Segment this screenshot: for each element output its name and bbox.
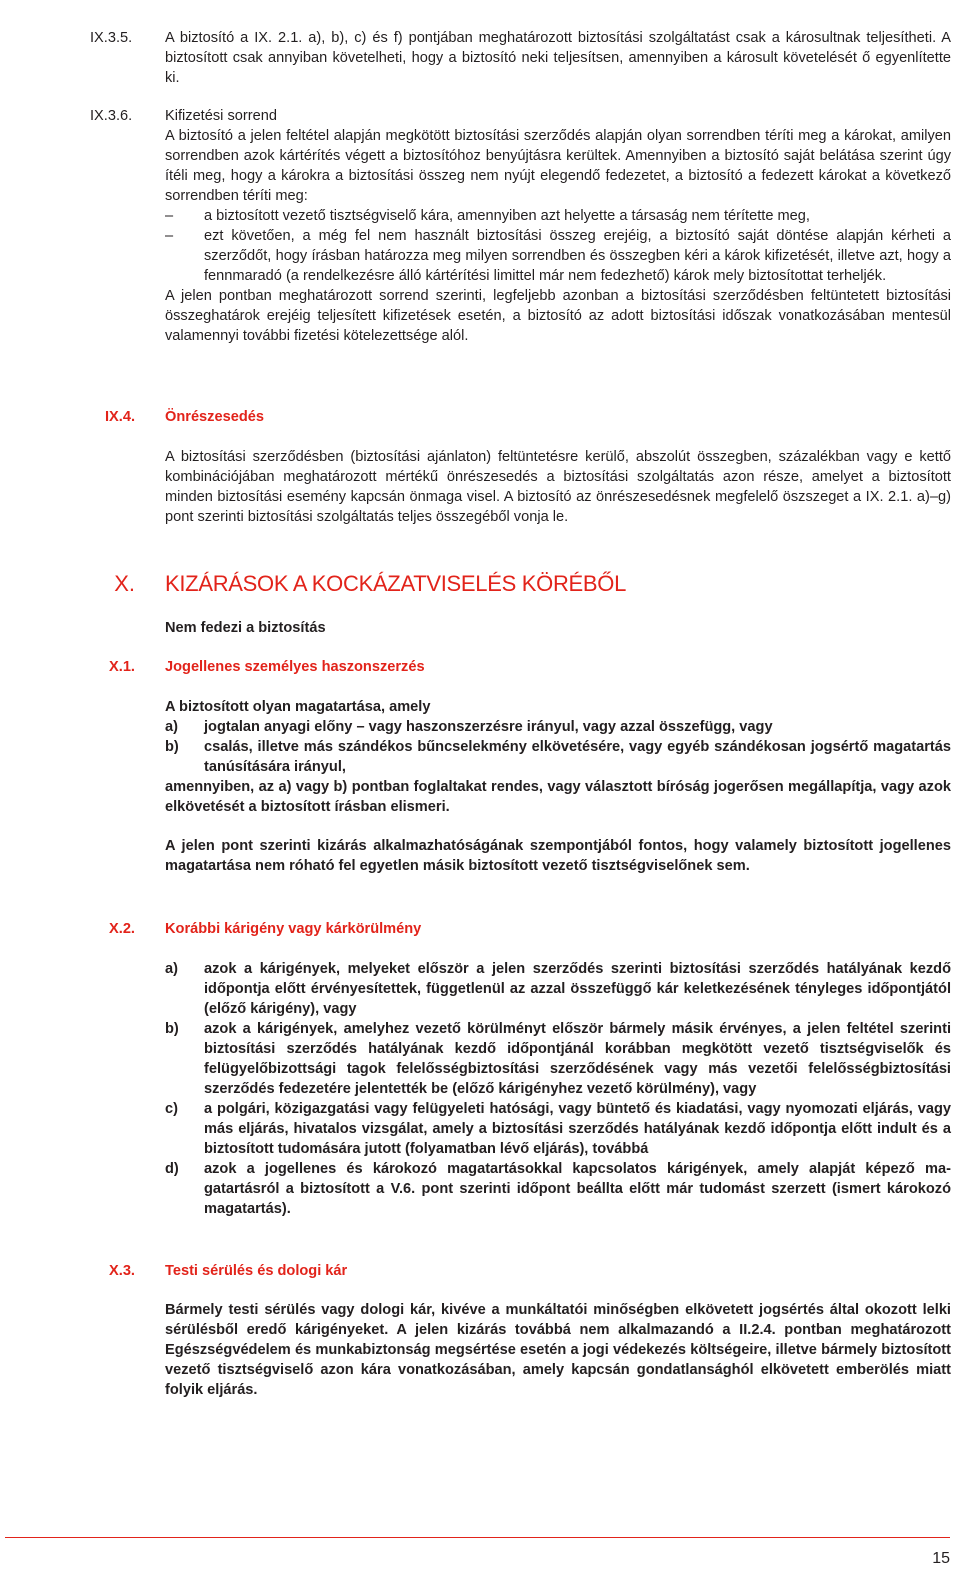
paragraph: A jelen pont szerinti kizárás alkalmazhatóságának szempontjából fontos, hogy valamely biztosított jogellenes magatartása nem róható fel egyetlen másik biztosított vezető tisztségviselőnek sem.: [165, 838, 951, 874]
paragraph: A biztosító a IX. 2.1. a), b), c) és f) pontjában meghatározott biztosítási szolgáltatást csak a károsultnak teljesítheti. A biztosított csak annyiban követelheti, hogy a biztosító neki teljesítsen, amennyiben a károsult követelését ő egyenlítette ki.: [165, 30, 951, 86]
section-title: Testi sérülés és dologi kár: [165, 1263, 348, 1279]
dash-marker: –: [165, 208, 174, 224]
chapter-subtitle: Nem fedezi a biztosítás: [165, 620, 326, 636]
list-item: [165, 1019, 951, 1099]
section-number: IX.3.6.: [90, 108, 133, 124]
paragraph: A biztosító a jelen feltétel alapján megkötött biztosítási szerződés alapján olyan sorrendben téríti meg a károkat, amilyen sorrendben azok kártérítés végett a biztosítóhoz benyújtásra kerültek. Amennyiben a biztosító saját belátása szerint úgy ítéli meg, hogy a károkra a biztosítási összeg nem nyújt elegendő fedezetet, a biztosító a fedezett károkat a következő sorrendben téríti meg:: [165, 128, 951, 204]
list-item-text: azok a kárigények, melyeket először a jelen szerződés szerinti biztosítási szerződés hatályának kezdő időpontja előtt érvényesítettek, függetlenül az azzal összefüggő kár keletkezésének tényleges időpontjától (előző kárigény), vagy: [204, 961, 951, 1017]
list-marker: a): [165, 719, 178, 735]
list-item: [165, 1099, 951, 1159]
list-item-text: jogtalan anyagi előny – vagy haszonszerzésre irányul, vagy azzal összefügg, vagy: [204, 719, 773, 735]
list-item: [165, 959, 951, 1019]
list-marker: c): [165, 1101, 178, 1117]
paragraph: A jelen pontban meghatározott sorrend szerinti, legfeljebb azonban a biztosítási szerződésben feltüntetett biztosítási összeghatárok erejéig teljesített kifizetések esetén, a biztosító az adott biztosítási időszak vonatkozásában mentesül valamennyi további fizetési kötelezettsége alól.: [165, 288, 951, 344]
list-marker: d): [165, 1161, 179, 1177]
section-x-3-title-wrap: [165, 1261, 951, 1281]
list-item: [165, 1159, 951, 1219]
list-marker: a): [165, 961, 178, 977]
chapter-title: KIZÁRÁSOK A KOCKÁZATVISELÉS KÖRÉBŐL: [165, 571, 627, 596]
section-number: X.1.: [109, 659, 135, 675]
section-x-2: [165, 959, 951, 1219]
list-item-text: csalás, illetve más szándékos bűncselekmény elkövetésére, vagy egyéb szándékosan jogsértő magatartás tanúsítására irányul,: [204, 739, 951, 775]
section-title: Jogellenes személyes haszonszerzés: [165, 659, 425, 675]
section-number: X.3.: [109, 1263, 135, 1279]
section-number: IX.3.5.: [90, 30, 133, 46]
page-number: 15: [932, 1550, 950, 1567]
paragraph: A biztosítási szerződésben (biztosítási ajánlaton) feltüntetésre kerülő, abszolút összegben, százalékban vagy e kettő kombinációjában meghatározott mértékű önrészesedés a biztosítási szolgáltatás azon része, amelyet a biztosított minden biztosítási esemény kapcsán önmaga visel. A biztosító az önrészesedésnek megfelelő öszszeget a IX. 2.1. a)–g) pont szerinti biztosítási szolgáltatás teljes összegéből vonja le.: [165, 449, 951, 525]
section-ix-3-6: [165, 106, 951, 346]
dash-marker: –: [165, 228, 174, 244]
list-item-text: azok a jogellenes és károkozó magatartásokkal kapcsolatos kárigények, amely alapját képező magatartásról a biztosított a V.6. pont szerinti időpont beállta előtt már tudomást szerzett (ismert károkozó magatartás).: [204, 1161, 951, 1217]
footer-divider: [5, 1537, 950, 1538]
section-ix-3-5: [165, 28, 951, 88]
section-x-1-title-wrap: [165, 657, 951, 677]
list-item-text: a polgári, közigazgatási vagy felügyeleti hatósági, vagy büntető és kiadatási, vagy nyomozati eljárás, vagy más eljárás, hivatalos vizsgálat, amely a biztosítási szerződés hatályának kezdő időpontja előtt indult és a biztosított tudomására jutott (folyamatban lévő eljárás), továbbá: [204, 1101, 951, 1157]
section-x-1-note: [165, 836, 951, 876]
list-item: [165, 717, 951, 737]
list-marker: b): [165, 739, 179, 755]
section-x-1: [165, 697, 951, 817]
paragraph: Bármely testi sérülés vagy dologi kár, kivéve a munkáltatói minőségben elkövetett jogsértés által okozott lelki sérülésből eredő kárigényeket. A jelen kizárás továbbá nem alkalmazandó a II.2.4. pontban meghatározott Egészségvédelem és munkabiztonság megsértése esetén a jogi védekezés költségeire, illetve bármely biztosított vezető tisztségviselő azon kára vonatkozásában, amely kapcsán gondatlansághól elkövetett emberölés miatt folyik eljárás.: [165, 1302, 951, 1398]
list-item: [165, 206, 951, 226]
list-marker: b): [165, 1021, 179, 1037]
paragraph: A biztosított olyan magatartása, amely: [165, 699, 431, 715]
section-title: Önrészesedés: [165, 409, 264, 425]
list-item-text: a biztosított vezető tisztségviselő kára, amennyiben azt helyette a társaság nem térítette meg,: [204, 208, 810, 224]
list-item-text: azok a kárigények, amelyhez vezető körülményt először bármely másik érvényes, a jelen feltétel szerinti biztosítási szerződés hatályának kezdő időpontjánál korábban megkötött vezető tisztségviselők és felügyelőbizottsági tagok felelősségbiztosítási szerződésének vagy más vezetői felelősségbiztosítási szerződés fedezetére jelentették be (előző kárigényhez vezető körülmény), vagy: [204, 1021, 951, 1097]
section-ix-4-body: [165, 447, 951, 527]
section-number: IX.4.: [104, 409, 135, 425]
paragraph: amennyiben, az a) vagy b) pontban foglaltakat rendes, vagy választott bíróság jogerősen megállapítja, vagy azok elkövetését a biztosított írásban elismeri.: [165, 779, 951, 815]
list-item: [165, 737, 951, 777]
section-title: Korábbi kárigény vagy kárkörülmény: [165, 921, 422, 937]
list-item: [165, 226, 951, 286]
section-number: X.2.: [109, 921, 135, 937]
section-ix-4: [165, 407, 951, 427]
section-x-2-title-wrap: [165, 919, 951, 939]
list-item-text: ezt követően, a még fel nem használt biztosítási összeg erejéig, a biztosító saját döntése alapján kérheti a szerződőt, hogy írásban határozza meg milyen sorrendben és összegben kéri a károk kifizetését, illetve azt, hogy a fennmaradó (a rendelkezésre álló kártérítési limittel már nem fedezhető) károk mely biztosítottat terheljék.: [204, 228, 951, 284]
chapter-number: X.: [114, 571, 135, 596]
section-title: Kifizetési sorrend: [165, 108, 277, 124]
section-x-3: [165, 1300, 951, 1400]
